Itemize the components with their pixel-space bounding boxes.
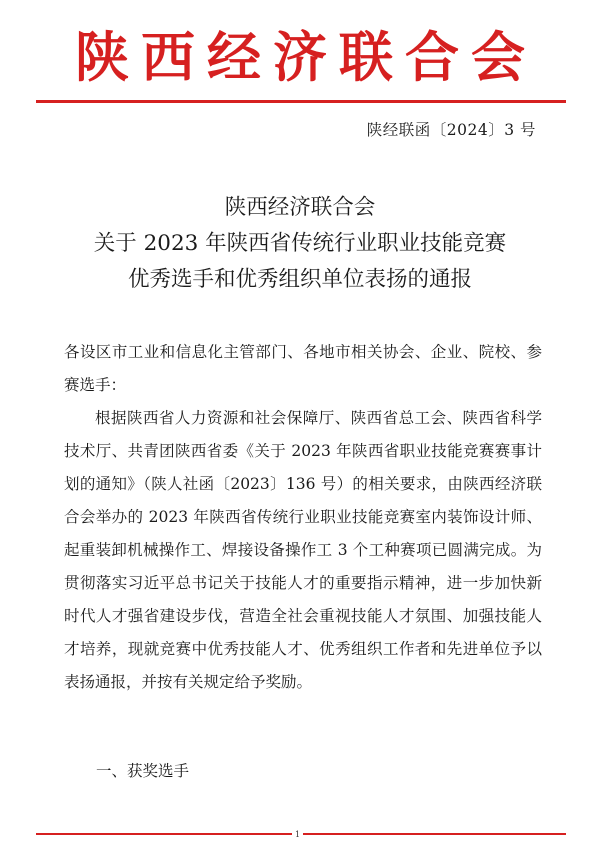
title-line-1: 陕西经济联合会: [224, 195, 376, 220]
body-paragraph: 根据陕西省人力资源和社会保障厅、陕西省总工会、陕西省科学技术厅、共青团陕西省委《关于 2023 年陕西省职业技能竞赛赛事计划的通知》（陕人社函〔2023〕136 号）的相关要求，由陕西经济联合会举办的 2023 年陕西省传统行业职业技能竞赛室内装饰设计师、起重装卸机械操作工、焊接设备操作工 3 个工种赛项已圆满完成。为贯彻落实习近平总书记关于技能人才的重要指示精神，进一步加快新时代人才强省建设步伐，营造全社会重视技能人才氛围、加强技能人才培养，现就竞赛中优秀技能人才、优秀组织工作者和先进单位予以表扬通报，并按有关规定给予奖励。: [64, 409, 542, 691]
masthead-title: 陕西经济联合会: [75, 26, 537, 89]
salutation: 各设区市工业和信息化主管部门、各地市相关协会、企业、院校、参赛选手：: [64, 343, 542, 394]
document-number: 陕经联函〔2024〕3 号: [366, 121, 536, 139]
section-heading: 一、获奖选手: [96, 762, 190, 780]
page-number: 1: [292, 830, 303, 839]
masthead-red-rule: [36, 100, 566, 103]
title-line-3: 优秀选手和优秀组织单位表扬的通报: [127, 267, 472, 292]
title-line-2: 关于 2023 年陕西省传统行业职业技能竞赛: [93, 231, 507, 256]
document-title: [0, 190, 600, 298]
